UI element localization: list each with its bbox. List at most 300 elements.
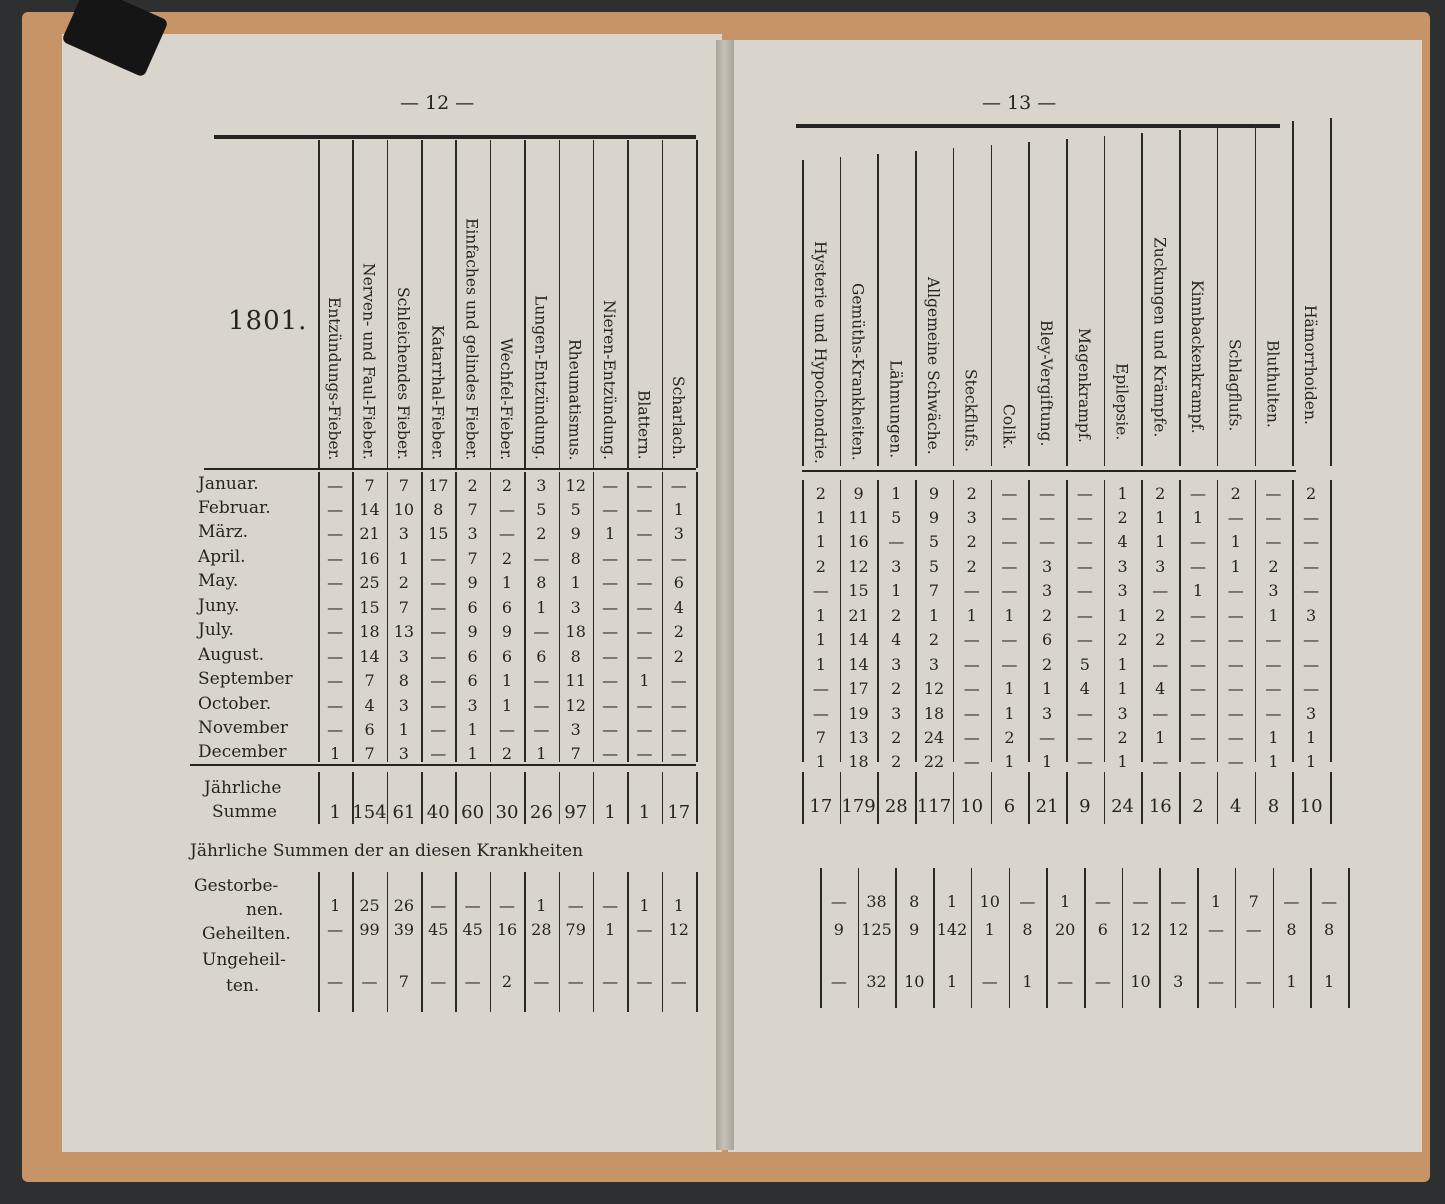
table-cell: 1 (1042, 679, 1053, 698)
column-header: Hämorrhoiden. (1301, 305, 1320, 425)
table-cell: 9 (928, 484, 940, 503)
outcome-cell: — (1094, 972, 1111, 991)
table-cell: — (1001, 484, 1018, 503)
outcome-cell: — (327, 972, 344, 991)
table-cell: — (1189, 484, 1206, 503)
table-cell: 1 (815, 655, 826, 674)
outcome-cell: 1 (604, 920, 616, 939)
table-cell: — (812, 679, 829, 698)
table-cell: 6 (467, 671, 478, 690)
column-divider (953, 148, 955, 466)
table-cell: 2 (467, 476, 478, 495)
outcome-cell: 7 (398, 972, 409, 991)
table-cell: — (963, 704, 980, 723)
outcome-cell: — (1245, 920, 1262, 939)
table-year: 1801. (228, 306, 308, 336)
table-cell: 1 (815, 630, 826, 649)
table-cell: 7 (398, 476, 409, 495)
column-header: Schleichendes Fieber. (393, 287, 412, 460)
table-cell: 2 (1230, 484, 1241, 503)
outcome-cell: — (327, 920, 344, 939)
table-cell: 3 (467, 524, 478, 543)
table-cell: — (1303, 557, 1320, 576)
outcome-cell: 12 (1130, 920, 1151, 939)
outcome-cell: 2 (501, 972, 513, 991)
table-cell: — (636, 647, 653, 666)
outcome-cell: 12 (668, 920, 689, 939)
outcome-cell: — (1094, 892, 1111, 911)
table-cell: 12 (565, 476, 586, 495)
annual-sum-cell: 9 (1079, 796, 1091, 817)
table-cell: — (327, 720, 344, 739)
table-cell: 1 (966, 606, 977, 625)
column-header: Scharlach. (668, 376, 687, 460)
table-cell: 1 (673, 500, 684, 519)
column-header: Lähmungen. (886, 359, 905, 458)
outcome-cell: — (1170, 892, 1187, 911)
table-cell: 8 (398, 671, 409, 690)
table-cell: 2 (673, 622, 684, 641)
page-number-right: — 13 — (982, 92, 1057, 114)
table-cell: 3 (1306, 704, 1317, 723)
table-cell: — (1227, 752, 1244, 771)
table-cell: 5 (928, 557, 940, 576)
top-rule-left (214, 135, 696, 139)
table-cell: 7 (364, 744, 375, 763)
table-cell: — (498, 500, 515, 519)
table-cell: — (636, 696, 653, 715)
table-cell: — (1265, 484, 1282, 503)
table-cell: — (636, 744, 653, 763)
outcome-cell: 1 (1060, 892, 1071, 911)
annual-sum-cell: 97 (564, 802, 588, 823)
table-cell: — (327, 500, 344, 519)
column-divider (559, 872, 561, 1012)
table-cell: 1 (1155, 508, 1166, 527)
table-cell: 4 (1155, 679, 1166, 698)
table-cell: — (327, 696, 344, 715)
table-cell: — (1189, 606, 1206, 625)
table-cell: 1 (1117, 655, 1128, 674)
table-cell: — (602, 696, 619, 715)
table-cell: 1 (815, 752, 826, 771)
table-cell: 6 (364, 720, 375, 739)
table-cell: 2 (891, 728, 902, 747)
table-cell: 2 (1042, 606, 1053, 625)
outcome-cell: 1 (1286, 972, 1297, 991)
table-cell: — (1076, 752, 1093, 771)
annual-sum-cell: 1 (604, 802, 616, 823)
table-cell: 21 (359, 524, 380, 543)
table-cell: 9 (467, 573, 478, 592)
table-cell: — (1227, 606, 1244, 625)
annual-sum-cell: 60 (461, 802, 485, 823)
table-cell: 7 (467, 549, 478, 568)
table-cell: 4 (364, 696, 375, 715)
table-cell: 13 (848, 728, 869, 747)
month-label: May. (198, 571, 239, 591)
table-cell: 7 (928, 581, 940, 600)
table-cell: — (1189, 630, 1206, 649)
table-cell: — (1001, 532, 1018, 551)
outcome-cell: — (567, 972, 584, 991)
table-cell: — (430, 696, 447, 715)
table-cell: 1 (1155, 728, 1166, 747)
table-cell: 1 (815, 508, 826, 527)
outcome-cell: 10 (979, 892, 1000, 911)
column-divider (455, 140, 457, 468)
table-cell: — (1076, 532, 1093, 551)
outcome-cell: 10 (1130, 972, 1151, 991)
outcome-cell: — (498, 896, 515, 915)
table-cell: — (888, 532, 905, 551)
table-cell: 1 (1268, 606, 1279, 625)
outcome-cell: — (830, 972, 847, 991)
table-cell: — (327, 622, 344, 641)
table-cell: 1 (928, 606, 940, 625)
table-cell: — (636, 524, 653, 543)
table-cell: 5 (928, 532, 940, 551)
table-cell: 2 (1306, 484, 1317, 503)
table-cell: — (1303, 508, 1320, 527)
table-cell: 1 (501, 696, 513, 715)
outcome-cell: 1 (1324, 972, 1335, 991)
header-rule-left (204, 468, 696, 470)
table-cell: 3 (398, 647, 409, 666)
table-cell: 3 (536, 476, 547, 495)
table-cell: 4 (891, 630, 902, 649)
outcome-cell: 10 (904, 972, 925, 991)
table-cell: 1 (1042, 752, 1053, 771)
column-divider (802, 160, 804, 466)
table-cell: — (1076, 630, 1093, 649)
annual-sum-cell: 1 (638, 802, 651, 823)
column-divider (1348, 868, 1350, 1008)
table-cell: 3 (891, 655, 902, 674)
table-cell: 1 (1306, 752, 1317, 771)
outcome-cell: 125 (861, 920, 892, 939)
column-divider (877, 154, 879, 466)
table-cell: — (1039, 508, 1056, 527)
table-cell: 1 (1192, 581, 1204, 600)
column-header: Einfaches und gelindes Fieber. (462, 217, 481, 460)
table-cell: — (533, 720, 550, 739)
table-cell: 3 (966, 508, 977, 527)
annual-sum-cell: 17 (809, 796, 833, 817)
table-cell: 15 (848, 581, 869, 600)
outcome-cell: 1 (1022, 972, 1033, 991)
table-cell: 1 (604, 524, 616, 543)
table-cell: — (1189, 679, 1206, 698)
annual-sum-cell: 6 (1003, 796, 1016, 817)
table-cell: 1 (1004, 679, 1015, 698)
table-cell: 12 (565, 696, 586, 715)
annual-sum-cell: 21 (1035, 796, 1059, 817)
table-cell: — (1189, 557, 1206, 576)
table-cell: 9 (570, 524, 581, 543)
outcome-cell: 16 (496, 920, 518, 939)
table-cell: — (1152, 581, 1169, 600)
table-cell: 10 (393, 500, 415, 519)
table-cell: 15 (428, 524, 449, 543)
table-cell: — (1303, 581, 1320, 600)
table-cell: 3 (1042, 557, 1053, 576)
table-cell: 3 (467, 696, 478, 715)
outcome-cell: 3 (1173, 972, 1184, 991)
table-cell: — (636, 598, 653, 617)
table-cell: — (1001, 508, 1018, 527)
table-cell: — (430, 549, 447, 568)
table-cell: — (1227, 704, 1244, 723)
column-divider (627, 140, 629, 468)
table-cell: — (533, 671, 550, 690)
table-cell: 2 (928, 630, 940, 649)
column-header: Epilepsie. (1112, 362, 1131, 440)
outcome-caption: Jährliche Summen der an diesen Krankheiten (190, 841, 584, 861)
table-cell: — (1076, 484, 1093, 503)
table-cell: 1 (1004, 606, 1015, 625)
body-rule-left (190, 764, 696, 766)
month-label: Februar. (198, 498, 271, 518)
table-cell: — (1039, 532, 1056, 551)
table-cell: 9 (501, 622, 513, 641)
outcome-cell: — (361, 972, 378, 991)
table-cell: — (533, 549, 550, 568)
annual-sum-cell: 16 (1148, 796, 1172, 817)
outcome-cell: — (1057, 972, 1074, 991)
column-divider (840, 157, 842, 466)
table-cell: — (1039, 484, 1056, 503)
table-cell: 25 (359, 573, 380, 592)
table-cell: — (1265, 655, 1282, 674)
table-cell: — (1265, 630, 1282, 649)
table-cell: — (533, 622, 550, 641)
annual-sum-cell: 154 (352, 802, 387, 823)
table-cell: — (963, 655, 980, 674)
outcome-cell: 1 (984, 920, 995, 939)
table-cell: 6 (1042, 630, 1053, 649)
column-divider (662, 872, 664, 1012)
outcome-label: ten. (226, 976, 260, 996)
annual-sum-cell: 2 (1192, 796, 1204, 817)
month-label: December (198, 742, 287, 762)
column-header: Bluthulten. (1263, 340, 1282, 428)
table-cell: 2 (501, 549, 513, 568)
table-cell: 1 (398, 549, 409, 568)
table-cell: 2 (1117, 728, 1128, 747)
table-cell: 1 (891, 484, 902, 503)
outcome-cell: 1 (673, 896, 684, 915)
annual-sum-label: Jährliche (204, 778, 282, 798)
column-divider (1217, 127, 1219, 466)
column-divider (1179, 130, 1181, 466)
table-cell: 3 (1042, 581, 1053, 600)
column-divider (1330, 772, 1332, 824)
table-cell: 5 (891, 508, 902, 527)
outcome-cell: — (636, 920, 653, 939)
table-cell: — (327, 671, 344, 690)
table-cell: 8 (570, 647, 581, 666)
annual-sum-cell: 117 (916, 796, 952, 817)
table-cell: — (1076, 704, 1093, 723)
table-cell: — (1265, 532, 1282, 551)
month-label: März. (198, 522, 249, 542)
month-label: October. (198, 694, 272, 714)
month-label: Juny. (198, 596, 240, 616)
column-divider (524, 140, 526, 468)
table-cell: — (1227, 508, 1244, 527)
table-cell: 2 (501, 476, 513, 495)
table-cell: — (430, 647, 447, 666)
top-rule-right (796, 124, 1280, 128)
outcome-cell: 1 (330, 896, 341, 915)
table-cell: 2 (501, 744, 513, 763)
column-divider (696, 772, 698, 824)
table-cell: 3 (891, 557, 902, 576)
outcome-cell: — (430, 972, 447, 991)
table-cell: 9 (928, 508, 940, 527)
table-cell: — (602, 720, 619, 739)
table-cell: 5 (536, 500, 547, 519)
table-cell: — (1001, 655, 1018, 674)
table-cell: 6 (467, 647, 478, 666)
outcome-cell: — (1245, 972, 1262, 991)
outcome-cell: — (981, 972, 998, 991)
table-cell: — (636, 476, 653, 495)
table-cell: 1 (330, 744, 341, 763)
table-cell: — (327, 573, 344, 592)
column-divider (421, 872, 423, 1012)
outcome-cell: — (1132, 892, 1149, 911)
table-cell: 4 (1079, 679, 1090, 698)
outcome-cell: 1 (946, 972, 958, 991)
outcome-cell: — (670, 972, 687, 991)
table-cell: 3 (1306, 606, 1317, 625)
outcome-cell: 142 (936, 920, 968, 939)
column-divider (696, 140, 698, 468)
table-cell: — (1076, 728, 1093, 747)
column-divider (662, 140, 664, 468)
outcome-cell: — (602, 972, 619, 991)
table-cell: 2 (673, 647, 684, 666)
table-cell: 3 (398, 696, 409, 715)
table-cell: 22 (923, 752, 945, 771)
table-cell: 1 (467, 720, 478, 739)
annual-sum-label: Summe (212, 802, 277, 822)
table-cell: 2 (1155, 630, 1166, 649)
table-cell: 1 (1004, 704, 1015, 723)
table-cell: 3 (1117, 581, 1128, 600)
table-cell: 2 (1042, 655, 1053, 674)
table-cell: 1 (1155, 532, 1166, 551)
column-divider (524, 872, 526, 1012)
outcome-cell: — (464, 972, 481, 991)
table-cell: 6 (501, 647, 513, 666)
table-cell: 1 (1192, 508, 1204, 527)
annual-sum-cell: 8 (1267, 796, 1280, 817)
outcome-cell: 25 (359, 896, 380, 915)
table-cell: — (602, 549, 619, 568)
table-cell: 2 (536, 524, 547, 543)
table-cell: — (602, 671, 619, 690)
outcome-cell: 6 (1097, 920, 1108, 939)
table-cell: 3 (673, 524, 684, 543)
table-cell: — (1227, 655, 1244, 674)
table-cell: — (327, 549, 344, 568)
table-cell: — (1189, 728, 1206, 747)
table-cell: 1 (536, 744, 547, 763)
table-cell: — (1076, 557, 1093, 576)
table-cell: — (636, 720, 653, 739)
column-divider (1255, 124, 1257, 466)
outcome-cell: 7 (1248, 892, 1259, 911)
table-cell: — (1303, 630, 1320, 649)
table-cell: 3 (570, 598, 581, 617)
column-header: Gemüths-Krankheiten. (848, 283, 867, 461)
outcome-cell: 9 (833, 920, 844, 939)
annual-sum-cell: 26 (529, 802, 553, 823)
table-cell: — (1152, 655, 1169, 674)
table-cell: — (1303, 532, 1320, 551)
table-cell: — (327, 524, 344, 543)
outcome-cell: 12 (1168, 920, 1189, 939)
table-cell: 4 (1117, 532, 1128, 551)
month-label: August. (198, 645, 265, 665)
table-cell: — (1001, 581, 1018, 600)
column-header: Rheumatismus. (565, 338, 584, 460)
table-cell: — (963, 630, 980, 649)
table-cell: — (1152, 752, 1169, 771)
outcome-cell: — (567, 896, 584, 915)
outcome-cell: 9 (909, 920, 920, 939)
annual-sum-cell: 179 (841, 796, 876, 817)
table-cell: 15 (359, 598, 380, 617)
outcome-cell: 1 (536, 896, 547, 915)
book-gutter (716, 40, 734, 1150)
table-cell: 2 (891, 679, 902, 698)
outcome-cell: — (533, 972, 550, 991)
table-cell: — (1265, 508, 1282, 527)
outcome-cell: 39 (393, 920, 415, 939)
outcome-cell: 8 (1286, 920, 1297, 939)
column-divider (318, 872, 320, 1012)
outcome-cell: 45 (462, 920, 483, 939)
column-divider (696, 872, 698, 1012)
column-header: Blattern. (634, 390, 653, 460)
table-cell: — (602, 500, 619, 519)
outcome-cell: 38 (866, 892, 887, 911)
outcome-cell: 1 (1210, 892, 1222, 911)
column-divider (352, 140, 354, 468)
column-header: Steckflufs. (961, 368, 980, 452)
column-header: Entzündungs-Fieber. (325, 296, 344, 460)
table-cell: 2 (891, 752, 902, 771)
column-divider (455, 872, 457, 1012)
annual-sum-cell: 30 (495, 802, 519, 823)
table-cell: — (430, 744, 447, 763)
table-cell: — (498, 720, 515, 739)
table-cell: 6 (536, 647, 547, 666)
table-cell: — (636, 500, 653, 519)
table-cell: — (1265, 704, 1282, 723)
column-header: Kinnbackenkrampf. (1188, 280, 1206, 434)
header-rule-right (802, 470, 1296, 472)
outcome-cell: — (1207, 920, 1224, 939)
outcome-cell: 28 (531, 920, 552, 939)
table-cell: 3 (570, 720, 581, 739)
table-cell: 2 (1004, 728, 1015, 747)
table-cell: 1 (1004, 752, 1015, 771)
